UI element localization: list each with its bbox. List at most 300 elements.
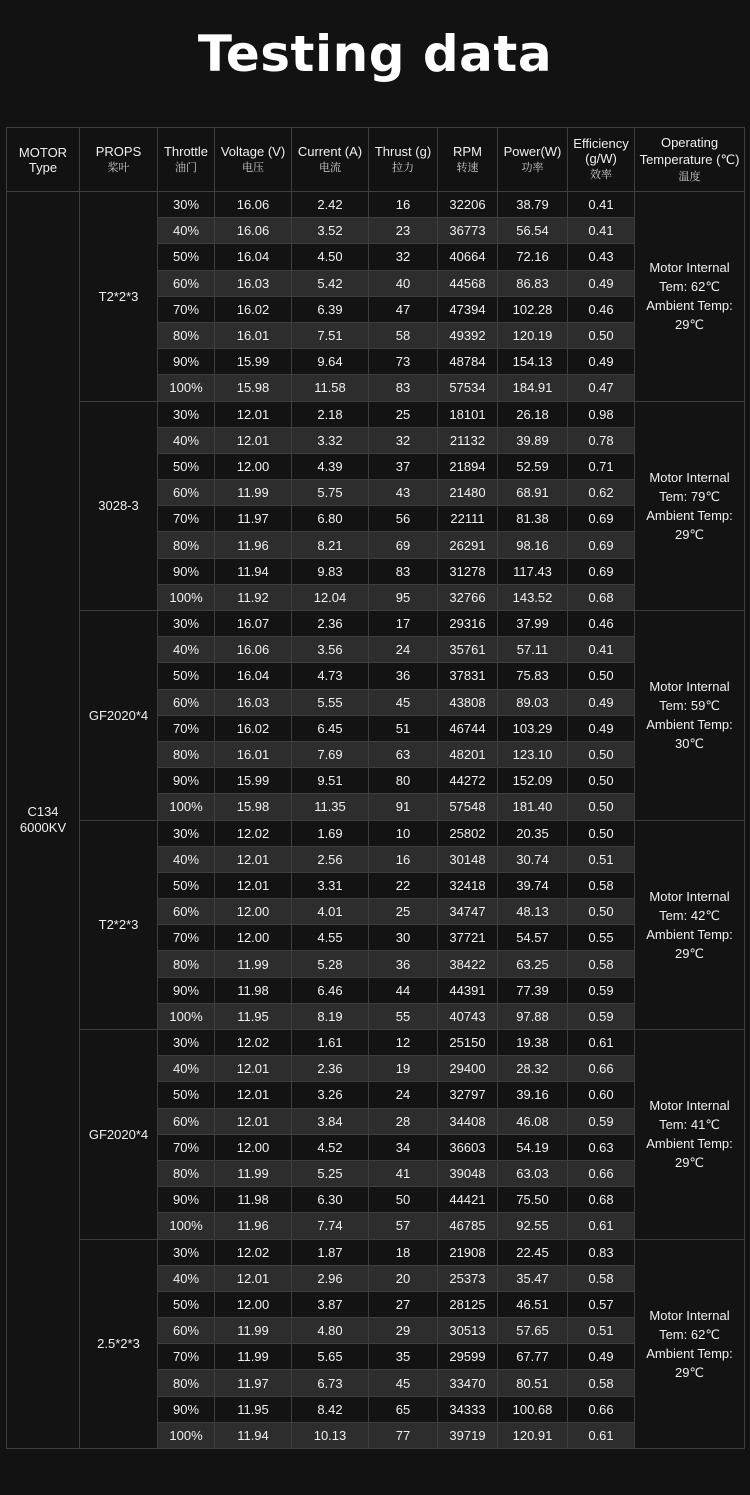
efficiency-cell: 0.43 bbox=[568, 244, 635, 270]
header-operating-temperature bbox=[635, 128, 745, 192]
header-motor-type bbox=[7, 128, 80, 192]
current-cell: 7.69 bbox=[292, 741, 369, 767]
current-cell: 3.26 bbox=[292, 1082, 369, 1108]
efficiency-cell: 0.61 bbox=[568, 1213, 635, 1239]
current-cell: 3.31 bbox=[292, 872, 369, 898]
throttle-cell: 100% bbox=[158, 1422, 215, 1448]
current-cell: 2.42 bbox=[292, 192, 369, 218]
thrust-cell: 83 bbox=[369, 558, 438, 584]
header-rpm bbox=[438, 128, 498, 192]
rpm-cell: 57534 bbox=[438, 375, 498, 401]
power-cell: 80.51 bbox=[498, 1370, 568, 1396]
current-cell: 6.30 bbox=[292, 1187, 369, 1213]
rpm-cell: 31278 bbox=[438, 558, 498, 584]
power-cell: 63.25 bbox=[498, 951, 568, 977]
thrust-cell: 36 bbox=[369, 663, 438, 689]
power-cell: 77.39 bbox=[498, 977, 568, 1003]
power-cell: 39.89 bbox=[498, 427, 568, 453]
power-cell: 154.13 bbox=[498, 349, 568, 375]
voltage-cell: 12.02 bbox=[215, 1030, 292, 1056]
power-cell: 19.38 bbox=[498, 1030, 568, 1056]
thrust-cell: 12 bbox=[369, 1030, 438, 1056]
voltage-cell: 12.02 bbox=[215, 1239, 292, 1265]
voltage-cell: 11.94 bbox=[215, 558, 292, 584]
rpm-cell: 32797 bbox=[438, 1082, 498, 1108]
voltage-cell: 11.97 bbox=[215, 506, 292, 532]
rpm-cell: 36773 bbox=[438, 218, 498, 244]
throttle-cell: 60% bbox=[158, 270, 215, 296]
current-cell: 11.35 bbox=[292, 794, 369, 820]
voltage-cell: 12.01 bbox=[215, 872, 292, 898]
header-label: PROPS bbox=[95, 143, 142, 159]
voltage-cell: 12.01 bbox=[215, 1108, 292, 1134]
efficiency-cell: 0.50 bbox=[568, 322, 635, 348]
header-sublabel: 油门 bbox=[175, 161, 197, 174]
current-cell: 5.28 bbox=[292, 951, 369, 977]
current-cell: 5.55 bbox=[292, 689, 369, 715]
efficiency-cell: 0.51 bbox=[568, 1318, 635, 1344]
page-title: Testing data bbox=[197, 25, 553, 83]
voltage-cell: 12.00 bbox=[215, 453, 292, 479]
thrust-cell: 10 bbox=[369, 820, 438, 846]
current-cell: 1.69 bbox=[292, 820, 369, 846]
throttle-cell: 90% bbox=[158, 558, 215, 584]
power-cell: 75.83 bbox=[498, 663, 568, 689]
power-cell: 39.74 bbox=[498, 872, 568, 898]
voltage-cell: 12.01 bbox=[215, 1265, 292, 1291]
efficiency-cell: 0.98 bbox=[568, 401, 635, 427]
thrust-cell: 95 bbox=[369, 584, 438, 610]
header-label: MOTOR Type bbox=[18, 144, 68, 175]
power-cell: 89.03 bbox=[498, 689, 568, 715]
rpm-cell: 25150 bbox=[438, 1030, 498, 1056]
thrust-cell: 28 bbox=[369, 1108, 438, 1134]
motor-type-cell: C134 6000KV bbox=[7, 192, 80, 1449]
efficiency-cell: 0.41 bbox=[568, 192, 635, 218]
throttle-cell: 70% bbox=[158, 1134, 215, 1160]
prop-cell: GF2020*4 bbox=[80, 1030, 158, 1240]
rpm-cell: 26291 bbox=[438, 532, 498, 558]
current-cell: 2.18 bbox=[292, 401, 369, 427]
current-cell: 8.42 bbox=[292, 1396, 369, 1422]
throttle-cell: 70% bbox=[158, 506, 215, 532]
current-cell: 4.01 bbox=[292, 899, 369, 925]
voltage-cell: 11.99 bbox=[215, 1318, 292, 1344]
header-label: Operating Temperature (℃) bbox=[639, 135, 740, 167]
voltage-cell: 16.07 bbox=[215, 611, 292, 637]
rpm-cell: 36603 bbox=[438, 1134, 498, 1160]
throttle-cell: 100% bbox=[158, 375, 215, 401]
thrust-cell: 23 bbox=[369, 218, 438, 244]
throttle-cell: 70% bbox=[158, 715, 215, 741]
rpm-cell: 21480 bbox=[438, 480, 498, 506]
power-cell: 181.40 bbox=[498, 794, 568, 820]
throttle-cell: 50% bbox=[158, 1291, 215, 1317]
current-cell: 9.83 bbox=[292, 558, 369, 584]
efficiency-cell: 0.50 bbox=[568, 794, 635, 820]
header-sublabel: 转速 bbox=[456, 161, 479, 174]
voltage-cell: 12.01 bbox=[215, 427, 292, 453]
thrust-cell: 45 bbox=[369, 1370, 438, 1396]
rpm-cell: 29316 bbox=[438, 611, 498, 637]
efficiency-cell: 0.49 bbox=[568, 715, 635, 741]
efficiency-cell: 0.59 bbox=[568, 977, 635, 1003]
temperature-cell: Motor Internal Tem: 79℃ Ambient Temp: 29℃ bbox=[635, 401, 745, 611]
efficiency-cell: 0.49 bbox=[568, 349, 635, 375]
throttle-cell: 30% bbox=[158, 192, 215, 218]
throttle-cell: 80% bbox=[158, 322, 215, 348]
rpm-cell: 21908 bbox=[438, 1239, 498, 1265]
voltage-cell: 11.95 bbox=[215, 1003, 292, 1029]
throttle-cell: 100% bbox=[158, 1213, 215, 1239]
throttle-cell: 90% bbox=[158, 1187, 215, 1213]
current-cell: 6.46 bbox=[292, 977, 369, 1003]
power-cell: 152.09 bbox=[498, 768, 568, 794]
throttle-cell: 80% bbox=[158, 1370, 215, 1396]
rpm-cell: 43808 bbox=[438, 689, 498, 715]
power-cell: 54.19 bbox=[498, 1134, 568, 1160]
current-cell: 3.56 bbox=[292, 637, 369, 663]
power-cell: 92.55 bbox=[498, 1213, 568, 1239]
current-cell: 4.50 bbox=[292, 244, 369, 270]
rpm-cell: 30513 bbox=[438, 1318, 498, 1344]
throttle-cell: 60% bbox=[158, 1108, 215, 1134]
thrust-cell: 50 bbox=[369, 1187, 438, 1213]
power-cell: 98.16 bbox=[498, 532, 568, 558]
rpm-cell: 40664 bbox=[438, 244, 498, 270]
voltage-cell: 15.99 bbox=[215, 768, 292, 794]
header-label: Throttle bbox=[163, 143, 209, 159]
efficiency-cell: 0.49 bbox=[568, 1344, 635, 1370]
voltage-cell: 12.02 bbox=[215, 820, 292, 846]
thrust-cell: 35 bbox=[369, 1344, 438, 1370]
rpm-cell: 35761 bbox=[438, 637, 498, 663]
power-cell: 100.68 bbox=[498, 1396, 568, 1422]
thrust-cell: 16 bbox=[369, 846, 438, 872]
throttle-cell: 70% bbox=[158, 296, 215, 322]
prop-cell: T2*2*3 bbox=[80, 820, 158, 1030]
efficiency-cell: 0.60 bbox=[568, 1082, 635, 1108]
table-row bbox=[7, 1239, 745, 1265]
efficiency-cell: 0.50 bbox=[568, 899, 635, 925]
thrust-cell: 69 bbox=[369, 532, 438, 558]
thrust-cell: 37 bbox=[369, 453, 438, 479]
efficiency-cell: 0.66 bbox=[568, 1160, 635, 1186]
throttle-cell: 60% bbox=[158, 1318, 215, 1344]
voltage-cell: 16.01 bbox=[215, 322, 292, 348]
efficiency-cell: 0.46 bbox=[568, 296, 635, 322]
rpm-cell: 29599 bbox=[438, 1344, 498, 1370]
efficiency-cell: 0.46 bbox=[568, 611, 635, 637]
temperature-cell: Motor Internal Tem: 42℃ Ambient Temp: 29℃ bbox=[635, 820, 745, 1030]
voltage-cell: 16.04 bbox=[215, 663, 292, 689]
current-cell: 5.42 bbox=[292, 270, 369, 296]
efficiency-cell: 0.41 bbox=[568, 218, 635, 244]
throttle-cell: 40% bbox=[158, 1265, 215, 1291]
throttle-cell: 60% bbox=[158, 689, 215, 715]
header-efficiency bbox=[568, 128, 635, 192]
throttle-cell: 30% bbox=[158, 1239, 215, 1265]
voltage-cell: 16.03 bbox=[215, 689, 292, 715]
current-cell: 4.73 bbox=[292, 663, 369, 689]
header-label: Thrust (g) bbox=[374, 143, 432, 159]
current-cell: 3.52 bbox=[292, 218, 369, 244]
voltage-cell: 16.02 bbox=[215, 296, 292, 322]
rpm-cell: 37721 bbox=[438, 925, 498, 951]
power-cell: 46.51 bbox=[498, 1291, 568, 1317]
power-cell: 81.38 bbox=[498, 506, 568, 532]
power-cell: 52.59 bbox=[498, 453, 568, 479]
efficiency-cell: 0.69 bbox=[568, 558, 635, 584]
throttle-cell: 100% bbox=[158, 584, 215, 610]
rpm-cell: 32206 bbox=[438, 192, 498, 218]
rpm-cell: 22111 bbox=[438, 506, 498, 532]
throttle-cell: 90% bbox=[158, 977, 215, 1003]
throttle-cell: 100% bbox=[158, 1003, 215, 1029]
voltage-cell: 12.00 bbox=[215, 899, 292, 925]
header-sublabel: 桨叶 bbox=[107, 161, 130, 174]
throttle-cell: 50% bbox=[158, 453, 215, 479]
power-cell: 20.35 bbox=[498, 820, 568, 846]
header-power bbox=[498, 128, 568, 192]
thrust-cell: 58 bbox=[369, 322, 438, 348]
current-cell: 1.61 bbox=[292, 1030, 369, 1056]
rpm-cell: 46785 bbox=[438, 1213, 498, 1239]
current-cell: 6.80 bbox=[292, 506, 369, 532]
header-label: RPM bbox=[453, 143, 482, 159]
power-cell: 30.74 bbox=[498, 846, 568, 872]
power-cell: 72.16 bbox=[498, 244, 568, 270]
throttle-cell: 60% bbox=[158, 899, 215, 925]
thrust-cell: 83 bbox=[369, 375, 438, 401]
efficiency-cell: 0.47 bbox=[568, 375, 635, 401]
efficiency-cell: 0.49 bbox=[568, 270, 635, 296]
current-cell: 8.21 bbox=[292, 532, 369, 558]
efficiency-cell: 0.71 bbox=[568, 453, 635, 479]
efficiency-cell: 0.68 bbox=[568, 1187, 635, 1213]
voltage-cell: 16.04 bbox=[215, 244, 292, 270]
prop-cell: GF2020*4 bbox=[80, 611, 158, 821]
throttle-cell: 30% bbox=[158, 1030, 215, 1056]
efficiency-cell: 0.51 bbox=[568, 846, 635, 872]
current-cell: 9.51 bbox=[292, 768, 369, 794]
thrust-cell: 47 bbox=[369, 296, 438, 322]
thrust-cell: 91 bbox=[369, 794, 438, 820]
power-cell: 120.91 bbox=[498, 1422, 568, 1448]
thrust-cell: 73 bbox=[369, 349, 438, 375]
header-thrust bbox=[369, 128, 438, 192]
rpm-cell: 32418 bbox=[438, 872, 498, 898]
throttle-cell: 70% bbox=[158, 1344, 215, 1370]
efficiency-cell: 0.50 bbox=[568, 820, 635, 846]
efficiency-cell: 0.59 bbox=[568, 1003, 635, 1029]
thrust-cell: 18 bbox=[369, 1239, 438, 1265]
thrust-cell: 41 bbox=[369, 1160, 438, 1186]
thrust-cell: 24 bbox=[369, 637, 438, 663]
rpm-cell: 57548 bbox=[438, 794, 498, 820]
rpm-cell: 39719 bbox=[438, 1422, 498, 1448]
thrust-cell: 43 bbox=[369, 480, 438, 506]
thrust-cell: 77 bbox=[369, 1422, 438, 1448]
rpm-cell: 46744 bbox=[438, 715, 498, 741]
header-row bbox=[7, 128, 745, 192]
efficiency-cell: 0.41 bbox=[568, 637, 635, 663]
voltage-cell: 11.96 bbox=[215, 1213, 292, 1239]
voltage-cell: 11.98 bbox=[215, 977, 292, 1003]
current-cell: 2.56 bbox=[292, 846, 369, 872]
efficiency-cell: 0.58 bbox=[568, 872, 635, 898]
power-cell: 123.10 bbox=[498, 741, 568, 767]
voltage-cell: 11.98 bbox=[215, 1187, 292, 1213]
efficiency-cell: 0.58 bbox=[568, 1370, 635, 1396]
voltage-cell: 12.01 bbox=[215, 401, 292, 427]
rpm-cell: 34747 bbox=[438, 899, 498, 925]
throttle-cell: 40% bbox=[158, 1056, 215, 1082]
current-cell: 2.96 bbox=[292, 1265, 369, 1291]
current-cell: 10.13 bbox=[292, 1422, 369, 1448]
power-cell: 48.13 bbox=[498, 899, 568, 925]
power-cell: 143.52 bbox=[498, 584, 568, 610]
efficiency-cell: 0.50 bbox=[568, 741, 635, 767]
current-cell: 7.74 bbox=[292, 1213, 369, 1239]
rpm-cell: 49392 bbox=[438, 322, 498, 348]
efficiency-cell: 0.61 bbox=[568, 1030, 635, 1056]
current-cell: 5.75 bbox=[292, 480, 369, 506]
efficiency-cell: 0.49 bbox=[568, 689, 635, 715]
voltage-cell: 11.99 bbox=[215, 480, 292, 506]
efficiency-cell: 0.61 bbox=[568, 1422, 635, 1448]
thrust-cell: 32 bbox=[369, 244, 438, 270]
power-cell: 38.79 bbox=[498, 192, 568, 218]
current-cell: 3.32 bbox=[292, 427, 369, 453]
power-cell: 63.03 bbox=[498, 1160, 568, 1186]
rpm-cell: 44421 bbox=[438, 1187, 498, 1213]
throttle-cell: 30% bbox=[158, 820, 215, 846]
prop-cell: 3028-3 bbox=[80, 401, 158, 611]
thrust-cell: 45 bbox=[369, 689, 438, 715]
voltage-cell: 12.01 bbox=[215, 846, 292, 872]
thrust-cell: 63 bbox=[369, 741, 438, 767]
current-cell: 3.84 bbox=[292, 1108, 369, 1134]
efficiency-cell: 0.59 bbox=[568, 1108, 635, 1134]
testing-data-table bbox=[6, 127, 745, 1449]
rpm-cell: 44391 bbox=[438, 977, 498, 1003]
table-row bbox=[7, 611, 745, 637]
power-cell: 86.83 bbox=[498, 270, 568, 296]
thrust-cell: 44 bbox=[369, 977, 438, 1003]
efficiency-cell: 0.68 bbox=[568, 584, 635, 610]
efficiency-cell: 0.83 bbox=[568, 1239, 635, 1265]
power-cell: 54.57 bbox=[498, 925, 568, 951]
power-cell: 56.54 bbox=[498, 218, 568, 244]
efficiency-cell: 0.50 bbox=[568, 663, 635, 689]
rpm-cell: 48784 bbox=[438, 349, 498, 375]
header-current bbox=[292, 128, 369, 192]
thrust-cell: 32 bbox=[369, 427, 438, 453]
header-label: Efficiency (g/W) bbox=[573, 136, 629, 166]
efficiency-cell: 0.63 bbox=[568, 1134, 635, 1160]
header-sublabel: 拉力 bbox=[392, 161, 414, 174]
rpm-cell: 32766 bbox=[438, 584, 498, 610]
power-cell: 103.29 bbox=[498, 715, 568, 741]
voltage-cell: 16.03 bbox=[215, 270, 292, 296]
thrust-cell: 36 bbox=[369, 951, 438, 977]
table-row bbox=[7, 401, 745, 427]
throttle-cell: 90% bbox=[158, 1396, 215, 1422]
current-cell: 4.52 bbox=[292, 1134, 369, 1160]
voltage-cell: 12.01 bbox=[215, 1056, 292, 1082]
current-cell: 1.87 bbox=[292, 1239, 369, 1265]
throttle-cell: 40% bbox=[158, 637, 215, 663]
current-cell: 7.51 bbox=[292, 322, 369, 348]
throttle-cell: 80% bbox=[158, 741, 215, 767]
current-cell: 2.36 bbox=[292, 1056, 369, 1082]
efficiency-cell: 0.66 bbox=[568, 1056, 635, 1082]
efficiency-cell: 0.58 bbox=[568, 951, 635, 977]
temperature-cell: Motor Internal Tem: 59℃ Ambient Temp: 30℃ bbox=[635, 611, 745, 821]
voltage-cell: 11.99 bbox=[215, 1344, 292, 1370]
power-cell: 46.08 bbox=[498, 1108, 568, 1134]
rpm-cell: 34333 bbox=[438, 1396, 498, 1422]
thrust-cell: 30 bbox=[369, 925, 438, 951]
rpm-cell: 48201 bbox=[438, 741, 498, 767]
voltage-cell: 16.01 bbox=[215, 741, 292, 767]
throttle-cell: 50% bbox=[158, 1082, 215, 1108]
efficiency-cell: 0.66 bbox=[568, 1396, 635, 1422]
thrust-cell: 24 bbox=[369, 1082, 438, 1108]
temperature-cell: Motor Internal Tem: 62℃ Ambient Temp: 29℃ bbox=[635, 1239, 745, 1449]
table-row bbox=[7, 1030, 745, 1056]
rpm-cell: 40743 bbox=[438, 1003, 498, 1029]
throttle-cell: 100% bbox=[158, 794, 215, 820]
thrust-cell: 55 bbox=[369, 1003, 438, 1029]
efficiency-cell: 0.78 bbox=[568, 427, 635, 453]
rpm-cell: 34408 bbox=[438, 1108, 498, 1134]
voltage-cell: 11.96 bbox=[215, 532, 292, 558]
thrust-cell: 34 bbox=[369, 1134, 438, 1160]
header-sublabel: 效率 bbox=[590, 169, 612, 181]
efficiency-cell: 0.50 bbox=[568, 768, 635, 794]
voltage-cell: 15.99 bbox=[215, 349, 292, 375]
current-cell: 11.58 bbox=[292, 375, 369, 401]
current-cell: 6.39 bbox=[292, 296, 369, 322]
throttle-cell: 80% bbox=[158, 1160, 215, 1186]
temperature-cell: Motor Internal Tem: 41℃ Ambient Temp: 29℃ bbox=[635, 1030, 745, 1240]
rpm-cell: 29400 bbox=[438, 1056, 498, 1082]
throttle-cell: 30% bbox=[158, 611, 215, 637]
power-cell: 67.77 bbox=[498, 1344, 568, 1370]
efficiency-cell: 0.55 bbox=[568, 925, 635, 951]
voltage-cell: 16.06 bbox=[215, 637, 292, 663]
rpm-cell: 21132 bbox=[438, 427, 498, 453]
rpm-cell: 21894 bbox=[438, 453, 498, 479]
header-throttle bbox=[158, 128, 215, 192]
thrust-cell: 25 bbox=[369, 401, 438, 427]
throttle-cell: 30% bbox=[158, 401, 215, 427]
voltage-cell: 12.00 bbox=[215, 1291, 292, 1317]
temperature-cell: Motor Internal Tem: 62℃ Ambient Temp: 29℃ bbox=[635, 192, 745, 402]
power-cell: 35.47 bbox=[498, 1265, 568, 1291]
rpm-cell: 39048 bbox=[438, 1160, 498, 1186]
voltage-cell: 16.06 bbox=[215, 192, 292, 218]
throttle-cell: 50% bbox=[158, 244, 215, 270]
prop-cell: 2.5*2*3 bbox=[80, 1239, 158, 1449]
thrust-cell: 65 bbox=[369, 1396, 438, 1422]
power-cell: 22.45 bbox=[498, 1239, 568, 1265]
rpm-cell: 28125 bbox=[438, 1291, 498, 1317]
thrust-cell: 29 bbox=[369, 1318, 438, 1344]
power-cell: 57.11 bbox=[498, 637, 568, 663]
